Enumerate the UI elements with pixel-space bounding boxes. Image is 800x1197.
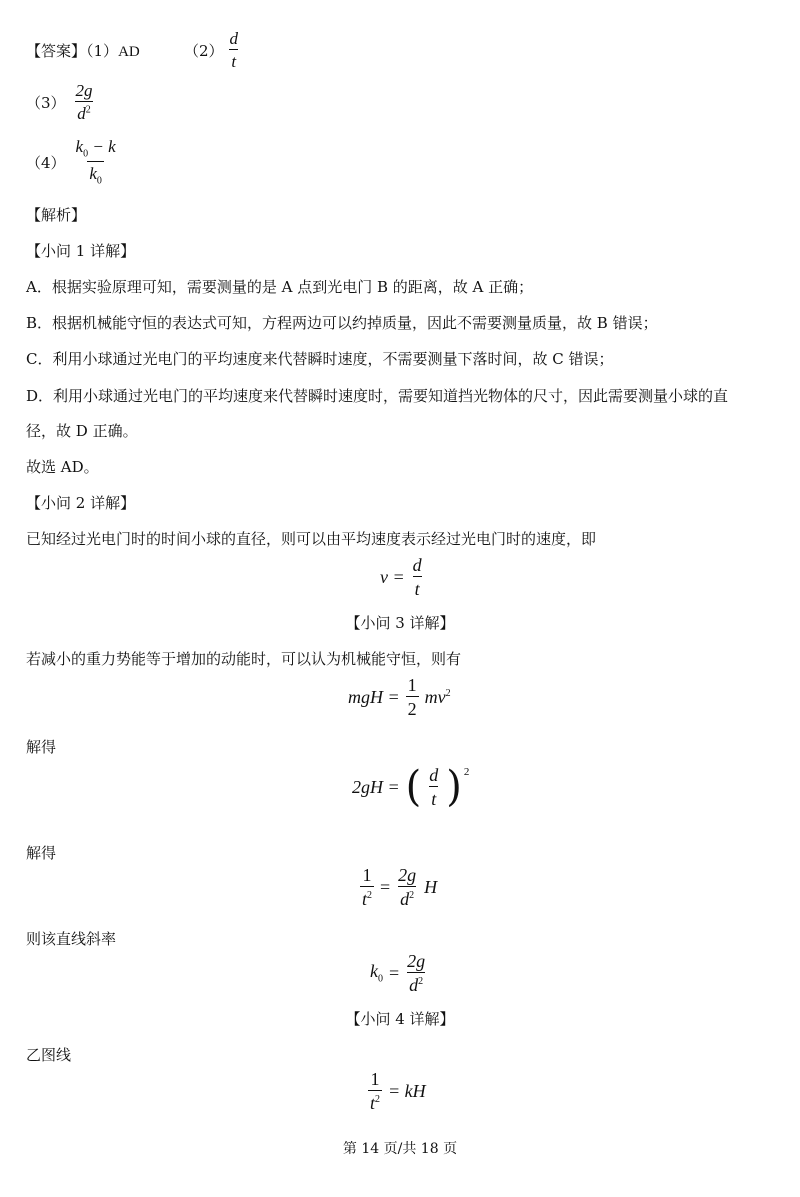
answer-1-value: AD [118, 44, 140, 60]
answer-4-den-k: k [89, 164, 97, 184]
q3-eq3-fraction-2 [396, 866, 418, 908]
answer-4 [26, 138, 118, 187]
answer-4-num-k: k [75, 137, 84, 156]
q2-eq-den: t [413, 576, 422, 598]
q1-option-a: A．根据实验原理可知，需要测量的是 A 点到光电门 B 的距离，故 A 正确； [26, 278, 534, 296]
q3-eq2-fraction [427, 766, 440, 808]
q3-eq1-den: 2 [406, 696, 419, 718]
q3-solve-1: 解得 [26, 738, 57, 756]
q1-option-d-line1: D．利用小球通过光电门的平均速度来代替瞬时速度时，需要知道挡光物体的尺寸，因此需要测量小球的直 [26, 387, 729, 405]
q2-equation [380, 556, 424, 598]
q3-heading: 【小问 3 详解】 [345, 614, 455, 632]
answer-3-fraction [74, 82, 95, 122]
q3-eq3-equals: = [380, 876, 391, 897]
q3-solve-2: 解得 [26, 844, 57, 862]
q2-text: 已知经过光电门时的时间小球的直径，则可以由平均速度表示经过光电门时的速度，即 [26, 530, 597, 548]
q3-eq3-num1: 1 [362, 865, 372, 885]
answer-4-num-rest: − k [88, 137, 116, 156]
q3-eq4-num: 2g [407, 951, 426, 971]
q2-heading: 【小问 2 详解】 [26, 494, 136, 512]
q3-eq1-num: 1 [407, 675, 417, 695]
q2-eq-lhs: v = [380, 566, 405, 587]
q3-eq2-num: d [429, 765, 439, 785]
q2-eq-num: d [412, 555, 422, 575]
answer-1-index: （1） [86, 42, 119, 60]
q3-eq1-lhs: mgH = [348, 686, 400, 707]
q1-option-b: B．根据机械能守恒的表达式可知，方程两边可以约掉质量，因此不需要测量质量，故 B 错误； [26, 314, 658, 332]
answer-label-line [26, 40, 140, 61]
q3-eq4-lhs-k: k [370, 961, 378, 982]
answer-2-fraction [228, 30, 241, 70]
q3-equation-3 [360, 866, 437, 908]
answer-3-num: 2g [75, 81, 93, 100]
page-footer: 第 14 页/共 18 页 [342, 1141, 458, 1157]
answer-3-index: （3） [26, 93, 66, 112]
q3-eq1-rhs-base: mv [424, 686, 446, 707]
right-paren: ) [446, 762, 462, 812]
q3-eq3-den1-base: t [362, 889, 368, 909]
q3-equation-4 [370, 952, 427, 994]
q2-eq-fraction [411, 556, 424, 598]
q3-eq2-den: t [429, 786, 438, 808]
q1-choice: 故选 AD。 [26, 458, 99, 476]
q3-text: 若减小的重力势能等于增加的动能时，可以认为机械能守恒，则有 [26, 650, 462, 668]
q3-eq2-lhs: 2gH = [352, 776, 400, 797]
q4-eq-num: 1 [370, 1069, 380, 1089]
q4-equation [368, 1070, 426, 1112]
left-paren: ( [405, 762, 422, 812]
q3-eq2-exp: 2 [463, 766, 470, 778]
answer-2-den: t [229, 49, 238, 70]
q4-eq-den-exp: 2 [375, 1094, 381, 1105]
answer-3 [26, 82, 95, 122]
q4-heading: 【小问 4 详解】 [345, 1010, 455, 1028]
q4-eq-den-base: t [370, 1093, 376, 1113]
answer-2-num: d [229, 29, 239, 48]
answer-4-index: （4） [26, 153, 66, 172]
q3-eq3-num2: 2g [398, 865, 417, 885]
q3-slope-text: 则该直线斜率 [26, 930, 117, 948]
q3-eq4-den-exp: 2 [418, 976, 424, 987]
q3-eq3-rhs: H [424, 876, 438, 897]
answer-4-den-sub: 0 [96, 175, 102, 187]
q4-eq-fraction [368, 1070, 382, 1112]
q3-eq4-den-base: d [409, 975, 419, 995]
answer-3-den-exp: 2 [85, 104, 91, 116]
q4-text: 乙图线 [26, 1046, 72, 1064]
answer-4-num-sub: 0 [83, 148, 89, 160]
analysis-label: 【解析】 [26, 206, 87, 224]
q3-equation-1 [348, 676, 451, 718]
q3-eq1-rhs-exp: 2 [445, 687, 451, 699]
q3-eq4-fraction [405, 952, 427, 994]
q3-eq4-lhs-sub: 0 [378, 973, 383, 985]
answer-label: 【答案】 [26, 42, 87, 60]
q1-option-d-line2: 径，故 D 正确。 [26, 422, 138, 440]
q1-option-c: C．利用小球通过光电门的平均速度来代替瞬时速度，不需要测量下落时间，故 C 错误； [26, 350, 614, 368]
q3-eq1-fraction [406, 676, 419, 718]
answer-2 [184, 30, 240, 70]
q3-eq3-den2-base: d [400, 889, 410, 909]
q3-eq3-den1-exp: 2 [367, 890, 373, 901]
q3-equation-2 [352, 762, 470, 812]
answer-4-fraction [74, 138, 118, 187]
answer-3-den-base: d [77, 104, 86, 123]
q4-eq-rhs: = kH [388, 1080, 426, 1101]
q3-eq3-fraction-1 [360, 866, 374, 908]
q3-eq4-equals: = [389, 962, 400, 983]
q1-heading: 【小问 1 详解】 [26, 242, 136, 260]
q3-eq3-den2-exp: 2 [409, 890, 415, 901]
answer-2-index: （2） [184, 41, 224, 60]
